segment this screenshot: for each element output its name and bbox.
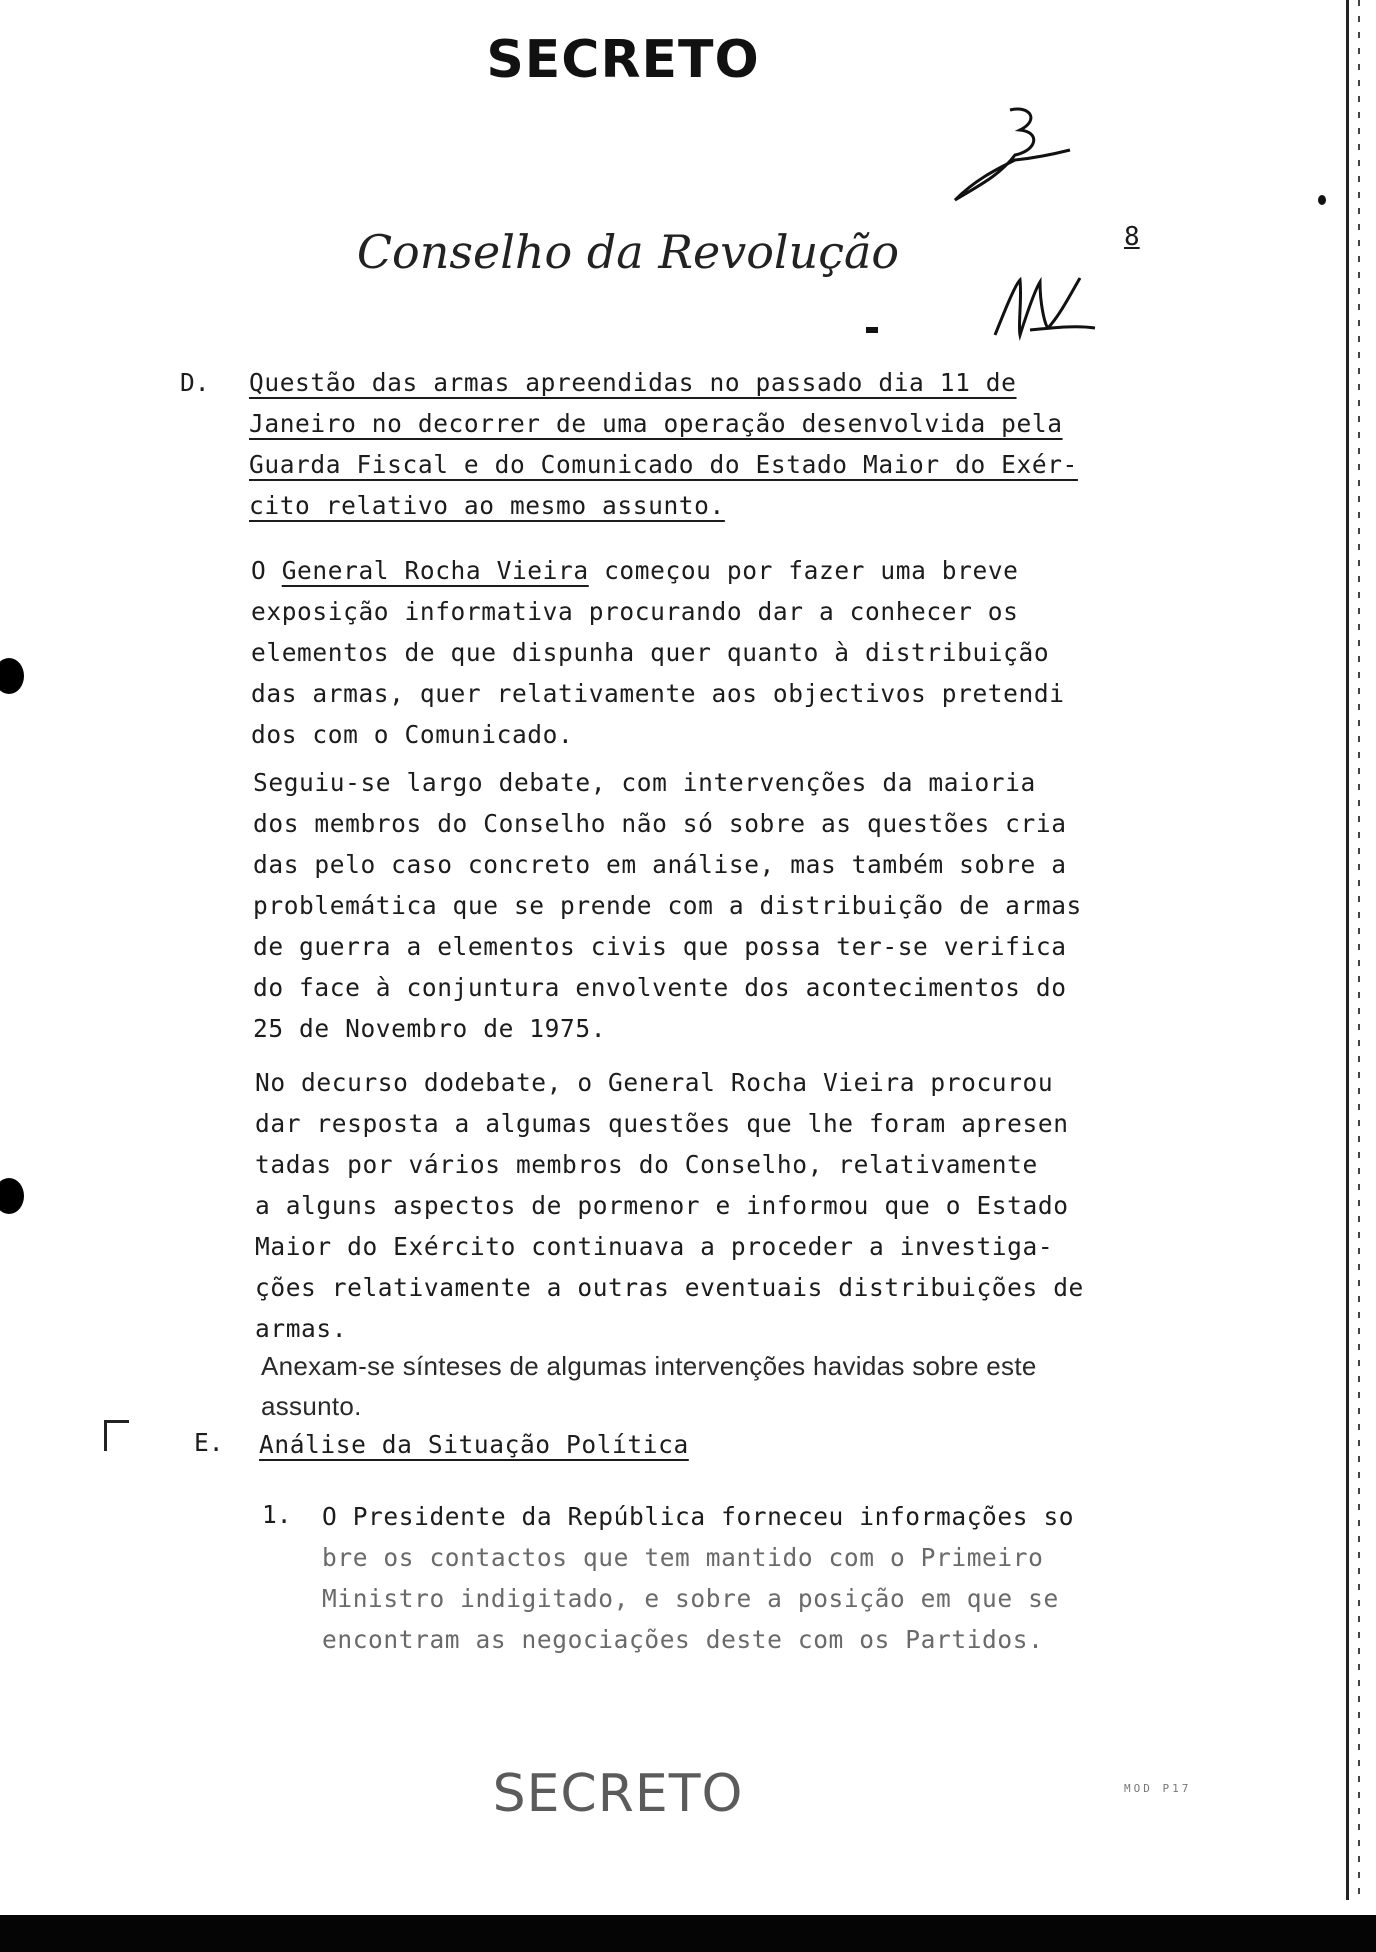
section-e-marker: E. <box>194 1428 224 1457</box>
section-d-marker: D. <box>180 368 210 397</box>
item-1-text <box>322 1496 1074 1660</box>
paragraph-line: armas. <box>255 1314 348 1343</box>
corner-mark <box>104 1420 129 1451</box>
classification-stamp-top: SECRETO <box>486 30 760 90</box>
paragraph-2 <box>253 762 1082 1049</box>
title-line: cito relativo ao mesmo assunto. <box>249 491 725 520</box>
paragraph-line: dos com o Comunicado. <box>251 720 574 749</box>
classification-stamp-bottom: SECRETO <box>492 1764 744 1824</box>
item-line: encontram as negociações deste com os Partidos. <box>322 1625 1044 1654</box>
paragraph-line: dos membros do Conselho não só sobre as questões cria <box>253 809 1067 838</box>
paragraph-line: exposição informativa procurando dar a conhecer os <box>251 597 1019 626</box>
paragraph-line: a alguns aspectos de pormenor e informou que o Estado <box>255 1191 1069 1220</box>
general-name: General Rocha Vieira <box>281 556 589 585</box>
paragraph-lead: O <box>251 556 282 585</box>
form-code: MOD P17 <box>1124 1782 1192 1795</box>
paragraph-1 <box>251 550 1065 755</box>
paragraph-line: elementos de que dispunha quer quanto à distribuição <box>251 638 1050 667</box>
handwritten-initials-top <box>940 100 1080 210</box>
paragraph-line: Maior do Exército continuava a proceder a investiga- <box>255 1232 1054 1261</box>
paragraph-line: das pelo caso concreto em análise, mas também sobre a <box>253 850 1067 879</box>
handwritten-initials-right <box>990 270 1100 350</box>
paragraph-line: problemática que se prende com a distribuição de armas <box>253 891 1082 920</box>
paragraph-4 <box>261 1346 1037 1426</box>
paragraph-line: Anexam-se sínteses de algumas intervenções havidas sobre este <box>261 1351 1037 1381</box>
paragraph-line <box>251 550 1065 591</box>
section-d-title <box>249 362 1078 526</box>
title-line: Questão das armas apreendidas no passado dia 11 de <box>249 368 1017 397</box>
scan-bottom-band <box>0 1915 1376 1952</box>
letterhead: Conselho da Revolução <box>356 225 900 279</box>
punch-hole-bottom <box>0 1178 24 1214</box>
paragraph-line: das armas, quer relativamente aos objectivos pretendi <box>251 679 1065 708</box>
paragraph-line: de guerra a elementos civis que possa ter-se verifica <box>253 932 1067 961</box>
paragraph-line: Seguiu-se largo debate, com intervenções da maioria <box>253 768 1036 797</box>
title-line: Janeiro no decorrer de uma operação desenvolvida pela <box>249 409 1063 438</box>
title-line: Guarda Fiscal e do Comunicado do Estado Maior do Exér- <box>249 450 1078 479</box>
page-edge-line <box>1346 0 1349 1900</box>
paragraph-line: tadas por vários membros do Conselho, relativamente <box>255 1150 1038 1179</box>
page-edge-dots <box>1358 0 1360 1900</box>
item-line: O Presidente da República forneceu informações so <box>322 1502 1075 1531</box>
punch-hole-top <box>0 658 24 694</box>
paragraph-line: ções relativamente a outras eventuais distribuições de <box>255 1273 1084 1302</box>
ink-dash-mark <box>866 327 878 333</box>
item-1-marker: 1. <box>262 1500 292 1529</box>
item-line: bre os contactos que tem mantido com o Primeiro <box>322 1543 1044 1572</box>
item-line: Ministro indigitado, e sobre a posição em que se <box>322 1584 1059 1613</box>
paragraph-text: começou por fazer uma breve <box>588 556 1019 585</box>
paragraph-line: 25 de Novembro de 1975. <box>253 1014 607 1043</box>
paragraph-3 <box>255 1062 1084 1349</box>
paragraph-line: do face à conjuntura envolvente dos acontecimentos do <box>253 973 1067 1002</box>
dot-mark <box>1318 195 1326 205</box>
paragraph-line: No decurso dodebate, o General Rocha Vieira procurou <box>255 1068 1054 1097</box>
paragraph-line: dar resposta a algumas questões que lhe foram apresen <box>255 1109 1069 1138</box>
page-number: 8 <box>1124 222 1140 252</box>
paragraph-line: assunto. <box>261 1391 362 1421</box>
section-e-title: Análise da Situação Política <box>259 1430 689 1459</box>
